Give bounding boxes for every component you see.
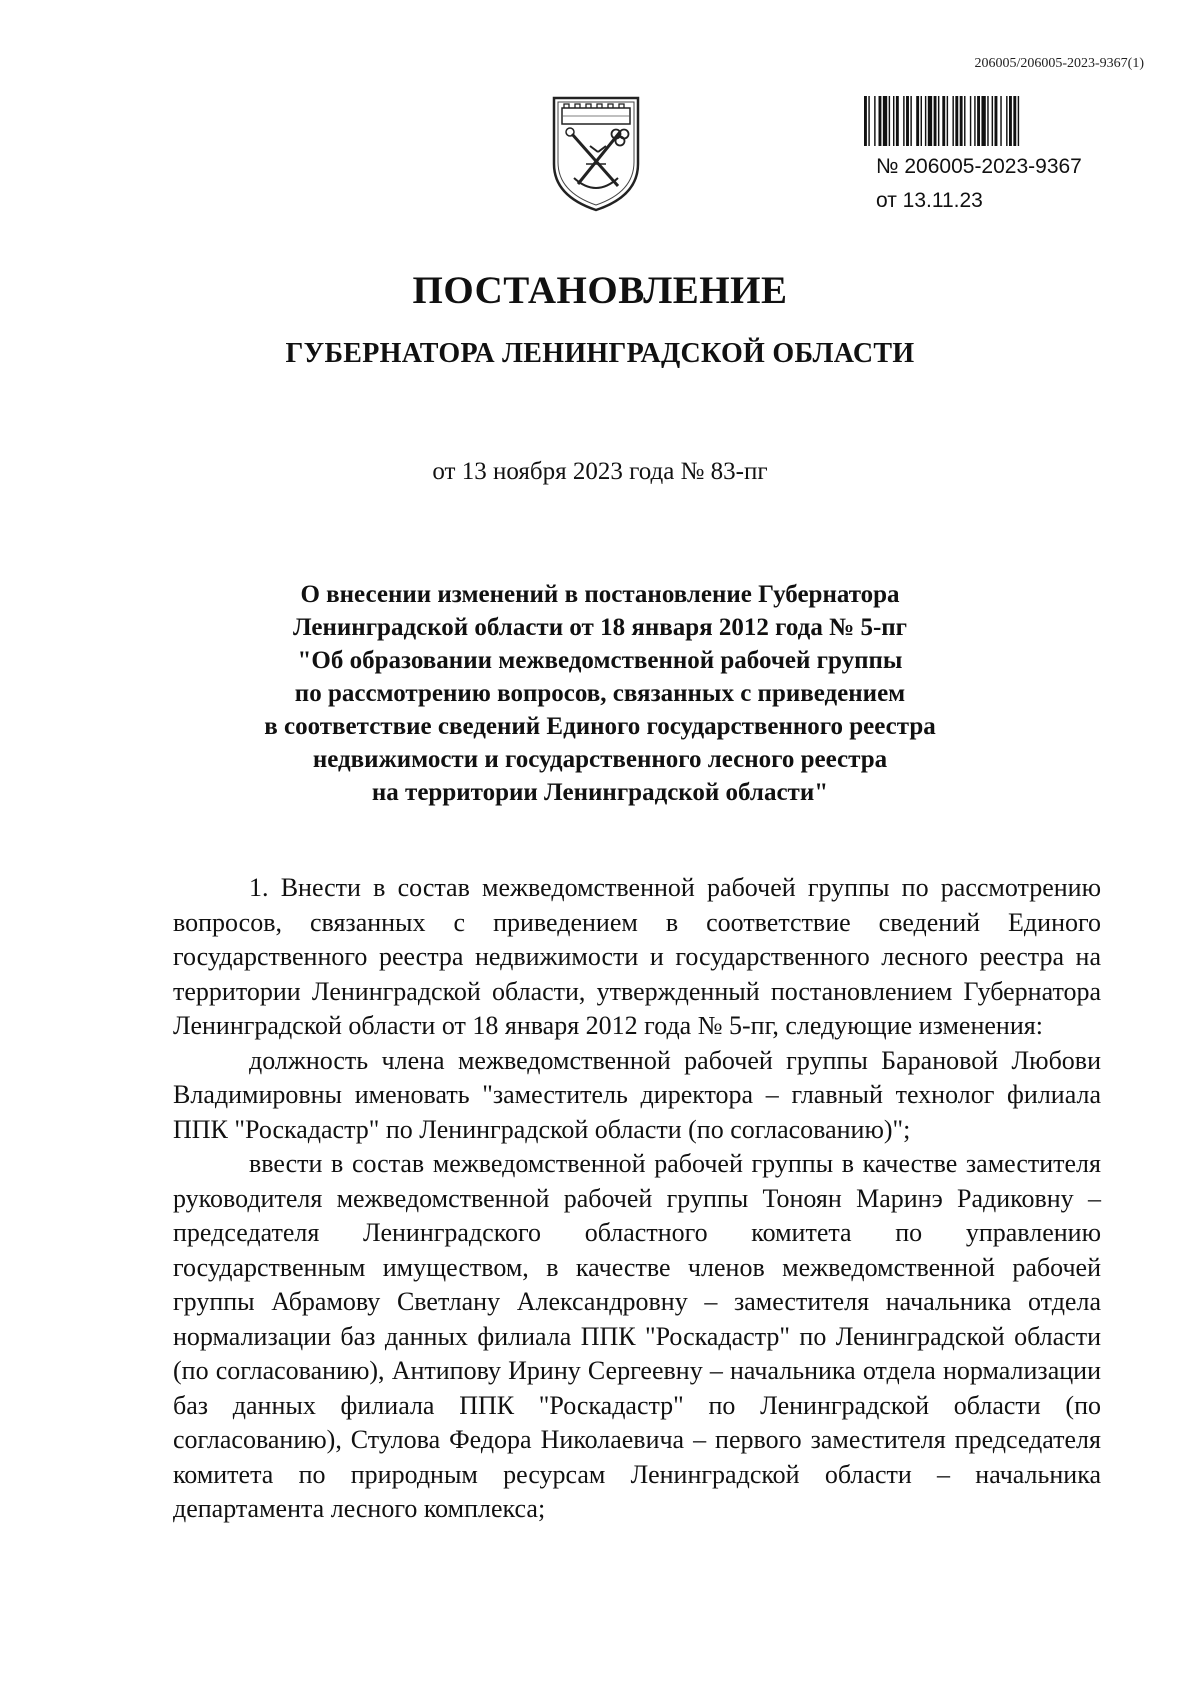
barcode-bar [974, 96, 975, 146]
body-paragraph: ввести в состав межведомственной рабочей группы в качестве заместителя руководителя межведомственной рабочей группы Тоноян Маринэ Радиковну – председателя Ленинградского областного комитета по управлению государственным имуществом, в качестве членов межведомственной рабочей группы Абрамову Светлану Александровну – заместителя начальника отдела нормализации баз данных филиала ППК "Роскадастр" по Ленинградской области (по согласованию), Антипову Ирину Сергеевну – начальника отдела нормализации баз данных филиала ППК "Роскадастр" по Ленинградской области (по согласованию), Стулова Федора Николаевича – первого заместителя председателя комитета по природным ресурсам Ленинградской области – начальника департамента лесного комплекса; [173, 1149, 1101, 1523]
barcode-bar [934, 96, 937, 146]
barcode-bar [928, 96, 932, 146]
leningrad-oblast-coat-of-arms-icon [548, 94, 644, 212]
document-heading [200, 578, 1000, 809]
registration-number: № 206005-2023-9367 [876, 155, 1082, 178]
barcode-bar [910, 96, 911, 146]
barcode-bar [955, 96, 958, 146]
registration-date: от 13.11.23 [876, 189, 983, 212]
heading-line: в соответствие сведений Единого государственного реестра [264, 713, 936, 740]
heading-line: на территории Ленинградской области" [371, 779, 829, 806]
barcode-bar [977, 96, 980, 146]
barcode-bar [995, 96, 998, 146]
barcode-bar [987, 96, 988, 146]
barcode-bar [874, 96, 875, 146]
barcode-bar [964, 96, 965, 146]
barcode-bar [960, 96, 963, 146]
barcode-bar [981, 96, 985, 146]
barcode-bar [893, 96, 894, 146]
heading-line: Ленинградской области от 18 января 2012 года № 5-пг [292, 614, 908, 641]
barcode-bar [947, 96, 948, 146]
document-type-title: ПОСТАНОВЛЕНИЕ [412, 269, 788, 312]
barcode-bar [889, 96, 890, 146]
document-body [173, 871, 1101, 1527]
document-date-number: от 13 ноября 2023 года № 83-пг [432, 458, 768, 485]
barcode-bar [883, 96, 887, 146]
barcode-bar [925, 96, 926, 146]
heading-line: недвижимости и государственного лесного реестра [312, 746, 888, 773]
barcode-icon [862, 96, 1114, 146]
body-paragraph: 1. Внести в состав межведомственной рабочей группы по рассмотрению вопросов, связанных с приведением в соответствие сведений Единого государственного реестра недвижимости и государственного лесного реестра на территории Ленинградской области, утвержденный постановлением Губернатора Ленинградской области от 18 января 2012 года № 5-пг, следующие изменения: [173, 873, 1101, 1040]
barcode-bar [1000, 96, 1001, 146]
barcode-bar [879, 96, 882, 146]
barcode-bar [1018, 96, 1019, 146]
barcode-bar [1013, 96, 1016, 146]
heading-line: О внесении изменений в постановление Губернатора [300, 581, 900, 608]
barcode-bar [921, 96, 922, 146]
barcode-bar [916, 96, 919, 146]
barcode-bar [952, 96, 953, 146]
barcode-bar [970, 96, 971, 146]
barcode-bar [896, 96, 899, 146]
barcode-bar [1006, 96, 1007, 146]
document-issuer: ГУБЕРНАТОРА ЛЕНИНГРАДСКОЙ ОБЛАСТИ [285, 338, 915, 369]
barcode-bar [942, 96, 945, 146]
barcode-bar [938, 96, 939, 146]
registration-reference: 206005/206005-2023-9367(1) [974, 56, 1144, 71]
barcode-bar [864, 96, 867, 146]
barcode-bar [906, 96, 909, 146]
barcode-bar [1009, 96, 1012, 146]
heading-line: по рассмотрению вопросов, связанных с приведением [294, 680, 906, 707]
heading-line: "Об образовании межведомственной рабочей группы [297, 647, 903, 674]
barcode-bar [868, 96, 869, 146]
body-paragraph: должность члена межведомственной рабочей группы Барановой Любови Владимировны именовать "заместитель директора – главный технолог филиала ППК "Роскадастр" по Ленинградской области (по согласованию)"; [173, 1045, 1101, 1144]
registration-stamp [862, 96, 1122, 214]
barcode-bar [903, 96, 904, 146]
barcode-bar [992, 96, 993, 146]
